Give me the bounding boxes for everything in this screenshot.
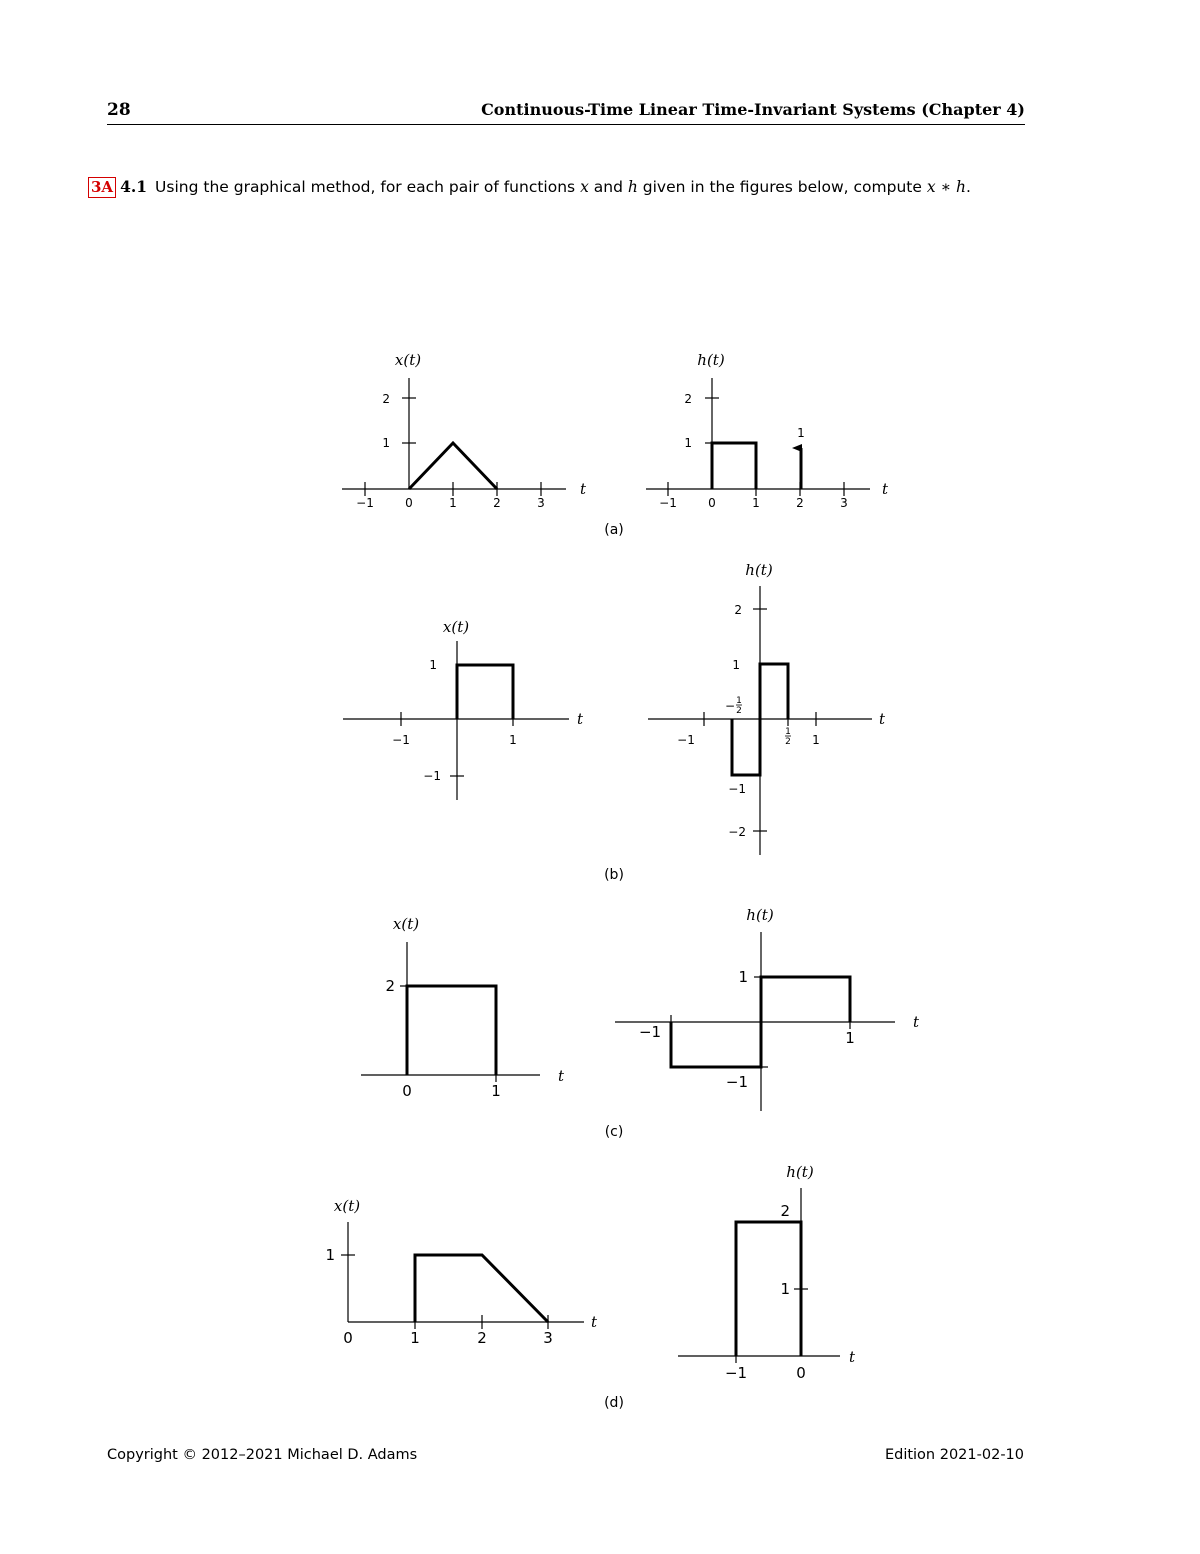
difficulty-tag: 3A (88, 177, 116, 198)
tick-label: 1 (780, 1280, 790, 1298)
axis-variable-label: t (882, 480, 889, 498)
axis-variable-label: t (580, 480, 587, 498)
figure-c-h (615, 906, 920, 1111)
tick-label: 0 (343, 1329, 353, 1347)
tick-label: 1 (732, 658, 740, 672)
problem-number: 4.1 (120, 177, 148, 196)
problem-text-4: . (965, 178, 971, 196)
tick-label: 0 (708, 496, 716, 510)
tick-label: 1 (684, 436, 692, 450)
tick-label: 3 (537, 496, 545, 510)
trapezoid-pulse (415, 1255, 548, 1322)
tick-label: −1 (392, 733, 410, 747)
tick-label: 0 (402, 1082, 412, 1100)
tick-label: 1 (491, 1082, 501, 1100)
tick-label: 1 (752, 496, 760, 510)
svg-text:1: 1 (736, 696, 742, 706)
tick-label: 3 (840, 496, 848, 510)
function-label-h: h(t) (745, 561, 773, 579)
function-label-h: h(t) (786, 1163, 814, 1181)
tick-label: 1 (812, 733, 820, 747)
axis-variable-label: t (849, 1348, 856, 1366)
problem-var-h: h (627, 178, 638, 196)
tick-label: 0 (796, 1364, 806, 1382)
figure-a-x (342, 351, 587, 510)
tick-label: −1 (638, 1023, 662, 1041)
tick-label: 0 (405, 496, 413, 510)
problem-expression: x ∗ h (926, 178, 966, 196)
tick-label: −1 (677, 733, 695, 747)
tick-label: 2 (477, 1329, 487, 1347)
caption-d: (d) (604, 1395, 624, 1411)
figure-b-x (343, 618, 584, 800)
rectangular-pulse (736, 1222, 801, 1356)
tick-label-half (785, 727, 791, 747)
tick-label: −2 (728, 825, 746, 839)
caption-b: (b) (604, 867, 624, 883)
tick-label: 2 (780, 1202, 790, 1220)
rectangular-pulse (457, 665, 513, 719)
rectangular-pulse (712, 443, 756, 489)
caption-c: (c) (604, 1124, 624, 1140)
axis-variable-label: t (879, 710, 886, 728)
axis-variable-label: t (577, 710, 584, 728)
axis-variable-label: t (591, 1313, 598, 1331)
function-label-x: x(t) (333, 1197, 361, 1215)
tick-label: 2 (684, 392, 692, 406)
tick-label: 1 (449, 496, 457, 510)
tick-label: −1 (423, 769, 441, 783)
impulse-weight-label: 1 (797, 426, 805, 440)
svg-text:1: 1 (785, 727, 791, 737)
ticks (736, 1289, 808, 1363)
axis-variable-label: t (913, 1013, 920, 1031)
ticks (400, 986, 496, 1082)
tick-label: 2 (734, 603, 742, 617)
figure-c-x (361, 915, 565, 1100)
page-number: 28 (107, 100, 131, 120)
function-label-x: x(t) (442, 618, 470, 636)
function-label-h: h(t) (697, 351, 725, 369)
tick-label: 2 (385, 977, 395, 995)
caption-a: (a) (604, 522, 624, 538)
edition-footer: Edition 2021-02-10 (884, 1447, 1024, 1463)
function-label-h: h(t) (746, 906, 774, 924)
tick-label: 1 (410, 1329, 420, 1347)
tick-label: 1 (325, 1246, 335, 1264)
tick-label: 2 (796, 496, 804, 510)
tick-label: −1 (728, 782, 746, 796)
function-label-x: x(t) (394, 351, 422, 369)
tick-label: 1 (429, 658, 437, 672)
tick-label: 1 (845, 1029, 855, 1047)
problem-var-x: x (580, 178, 589, 196)
problem-text-3: given in the figures below, compute (642, 178, 922, 196)
negative-pulse (732, 719, 760, 775)
tick-label: −1 (356, 496, 374, 510)
problem-text-2: and (593, 178, 623, 196)
tick-label: 3 (543, 1329, 553, 1347)
running-head: Continuous-Time Linear Time-Invariant Systems (Chapter 4) (481, 100, 1025, 119)
positive-pulse (760, 664, 788, 719)
function-label-x: x(t) (392, 915, 420, 933)
problem-text-1: Using the graphical method, for each pair of functions (155, 178, 576, 196)
tick-label: −1 (725, 1073, 748, 1091)
copyright-footer: Copyright © 2012–2021 Michael D. Adams (107, 1447, 418, 1463)
axis-variable-label: t (558, 1067, 565, 1085)
tick-label: 1 (738, 968, 748, 986)
figure-a-h (646, 351, 889, 510)
svg-text:2: 2 (736, 706, 742, 716)
svg-text:−: − (724, 699, 736, 713)
figure-b-h (648, 561, 886, 855)
figure-d-h (678, 1163, 856, 1382)
tick-label: −1 (659, 496, 677, 510)
tick-label: −1 (724, 1364, 748, 1382)
tick-label: 1 (382, 436, 390, 450)
tick-label-minus-half (725, 696, 742, 716)
tick-label: 1 (509, 733, 517, 747)
tick-label: 2 (493, 496, 501, 510)
figure-d-x (325, 1197, 598, 1347)
svg-text:2: 2 (785, 737, 791, 747)
rectangular-pulse (407, 986, 496, 1075)
tick-label: 2 (382, 392, 390, 406)
ticks (365, 398, 541, 496)
